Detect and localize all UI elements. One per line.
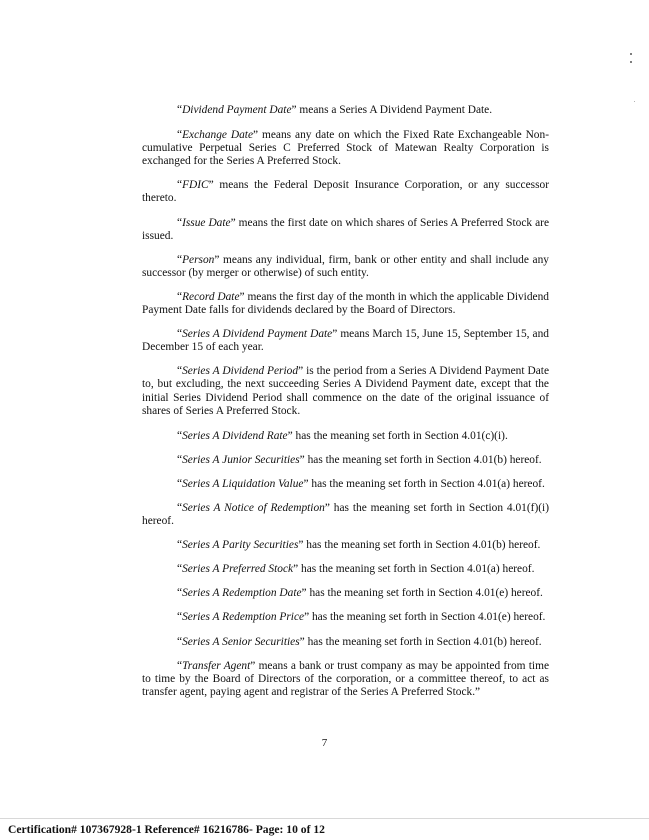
definitions-list xyxy=(142,104,549,699)
definition-text: has the meaning set forth in Section 4.01(f)(i) hereof. xyxy=(142,501,549,528)
defined-term: Series A Notice of Redemption xyxy=(182,501,325,514)
open-quote: “ xyxy=(177,104,183,116)
definition-text: is the period from a Series A Dividend Payment Date to, but excluding, the next succeeding Series A Dividend Payment date, except that the initial Series Dividend Period shall commence on the date of the original issuance of shares of Series A Preferred Stock. xyxy=(142,365,549,417)
definition-paragraph xyxy=(142,129,549,168)
open-quote: “ xyxy=(177,429,183,442)
definition-text: means March 15, June 15, September 15, and December 15 of each year. xyxy=(142,328,549,354)
defined-term: Series A Dividend Period xyxy=(182,365,299,378)
close-quote: ” xyxy=(301,587,307,600)
definition-paragraph xyxy=(142,539,549,552)
defined-term: Series A Junior Securities xyxy=(182,453,300,466)
definition-text: means a bank or trust company as may be appointed from time to time by the Board of Directors of the corporation, or a committee thereof, to act as transfer agent, paying agent and registrar of the Series A Preferred Stock.” xyxy=(142,659,550,698)
definition-paragraph xyxy=(142,291,549,317)
definition-text: means the first day of the month in which the applicable Dividend Payment Date falls for dividends declared by the Board of Directors. xyxy=(142,290,549,317)
close-quote: ” xyxy=(332,328,338,341)
close-quote: ” xyxy=(250,659,256,672)
close-quote: ” xyxy=(298,539,304,552)
definition-text: has the meaning set forth in Section 4.01(a) hereof. xyxy=(308,477,545,490)
close-quote: ” xyxy=(303,477,309,490)
definition-text: has the meaning set forth in Section 4.01(e) hereof. xyxy=(306,587,543,600)
close-quote: ” xyxy=(324,501,330,514)
scan-speck xyxy=(634,101,635,102)
close-quote: ” xyxy=(287,429,293,442)
open-quote: “ xyxy=(177,539,183,552)
definition-text: means a Series A Dividend Payment Date. xyxy=(296,104,493,116)
defined-term: Series A Dividend Payment Date xyxy=(182,328,333,341)
close-quote: ” xyxy=(208,179,214,192)
defined-term: Transfer Agent xyxy=(182,659,251,672)
definition-paragraph xyxy=(142,660,549,699)
definition-text: has the meaning set forth in Section 4.01(b) hereof. xyxy=(303,539,541,552)
definition-paragraph xyxy=(142,478,549,491)
definition-paragraph xyxy=(142,179,549,205)
definition-paragraph xyxy=(142,328,549,354)
definition-text: means the first date on which shares of Series A Preferred Stock are issued. xyxy=(142,216,550,242)
defined-term: Series A Redemption Price xyxy=(182,611,305,624)
open-quote: “ xyxy=(177,659,183,672)
definition-text: has the meaning set forth in Section 4.01(b) hereof. xyxy=(304,635,542,648)
close-quote: ” xyxy=(230,216,236,229)
definition-paragraph xyxy=(142,104,549,117)
defined-term: Series A Redemption Date xyxy=(182,587,302,600)
definition-paragraph xyxy=(142,430,549,443)
definition-paragraph xyxy=(142,563,549,576)
definition-paragraph xyxy=(142,454,549,467)
page-number: 7 xyxy=(321,737,328,749)
defined-term: Series A Parity Securities xyxy=(182,539,299,552)
open-quote: “ xyxy=(177,611,183,624)
definition-text: has the meaning set forth in Section 4.01(c)(i). xyxy=(292,429,508,442)
defined-term: Exchange Date xyxy=(182,129,254,142)
definition-text: means the Federal Deposit Insurance Corporation, or any successor thereto. xyxy=(142,179,549,205)
open-quote: “ xyxy=(177,501,183,514)
definition-paragraph xyxy=(142,611,549,624)
close-quote: ” xyxy=(253,129,259,142)
defined-term: Series A Preferred Stock xyxy=(182,563,294,576)
open-quote: “ xyxy=(177,587,183,600)
definition-text: means any individual, firm, bank or other entity and shall include any successor (by merger or otherwise) of such entity. xyxy=(142,253,549,279)
open-quote: “ xyxy=(177,477,183,490)
definition-paragraph xyxy=(142,502,549,528)
defined-term: Dividend Payment Date xyxy=(182,104,292,116)
open-quote: “ xyxy=(177,563,183,576)
defined-term: FDIC xyxy=(182,179,209,192)
definition-paragraph xyxy=(142,254,549,280)
close-quote: ” xyxy=(214,253,220,266)
defined-term: Record Date xyxy=(182,290,240,303)
open-quote: “ xyxy=(177,179,183,192)
open-quote: “ xyxy=(177,290,183,303)
scan-speck xyxy=(630,53,632,55)
close-quote: ” xyxy=(298,365,304,378)
defined-term: Series A Senior Securities xyxy=(182,635,300,648)
definition-paragraph xyxy=(142,587,549,600)
close-quote: ” xyxy=(304,611,310,624)
definition-text: has the meaning set forth in Section 4.01(e) hereof. xyxy=(309,611,546,624)
defined-term: Person xyxy=(182,253,215,266)
defined-term: Issue Date xyxy=(182,216,231,229)
definition-text: has the meaning set forth in Section 4.01(a) hereof. xyxy=(298,563,535,576)
close-quote: ” xyxy=(239,290,245,303)
defined-term: Series A Liquidation Value xyxy=(182,477,304,490)
definition-text: means any date on which the Fixed Rate Exchangeable Non-cumulative Perpetual Series C Preferred Stock of Matewan Realty Corporation is exchanged for the Series A Preferred Stock. xyxy=(142,129,549,168)
definition-paragraph xyxy=(142,217,549,243)
open-quote: “ xyxy=(177,635,183,648)
defined-term: Series A Dividend Rate xyxy=(182,429,288,442)
open-quote: “ xyxy=(177,253,183,266)
scan-speck xyxy=(630,61,632,63)
footer-divider xyxy=(0,818,649,819)
open-quote: “ xyxy=(177,216,183,229)
close-quote: ” xyxy=(293,563,299,576)
close-quote: ” xyxy=(299,635,305,648)
definition-paragraph xyxy=(142,365,549,417)
close-quote: ” xyxy=(299,453,305,466)
close-quote: ” xyxy=(291,104,297,116)
open-quote: “ xyxy=(177,328,183,341)
definition-text: has the meaning set forth in Section 4.01(b) hereof. xyxy=(304,453,542,466)
definition-paragraph xyxy=(142,636,549,649)
open-quote: “ xyxy=(177,453,183,466)
open-quote: “ xyxy=(177,129,183,142)
open-quote: “ xyxy=(177,365,183,378)
certification-footer: Certification# 107367928-1 Reference# 16216786- Page: 10 of 12 xyxy=(8,823,325,836)
